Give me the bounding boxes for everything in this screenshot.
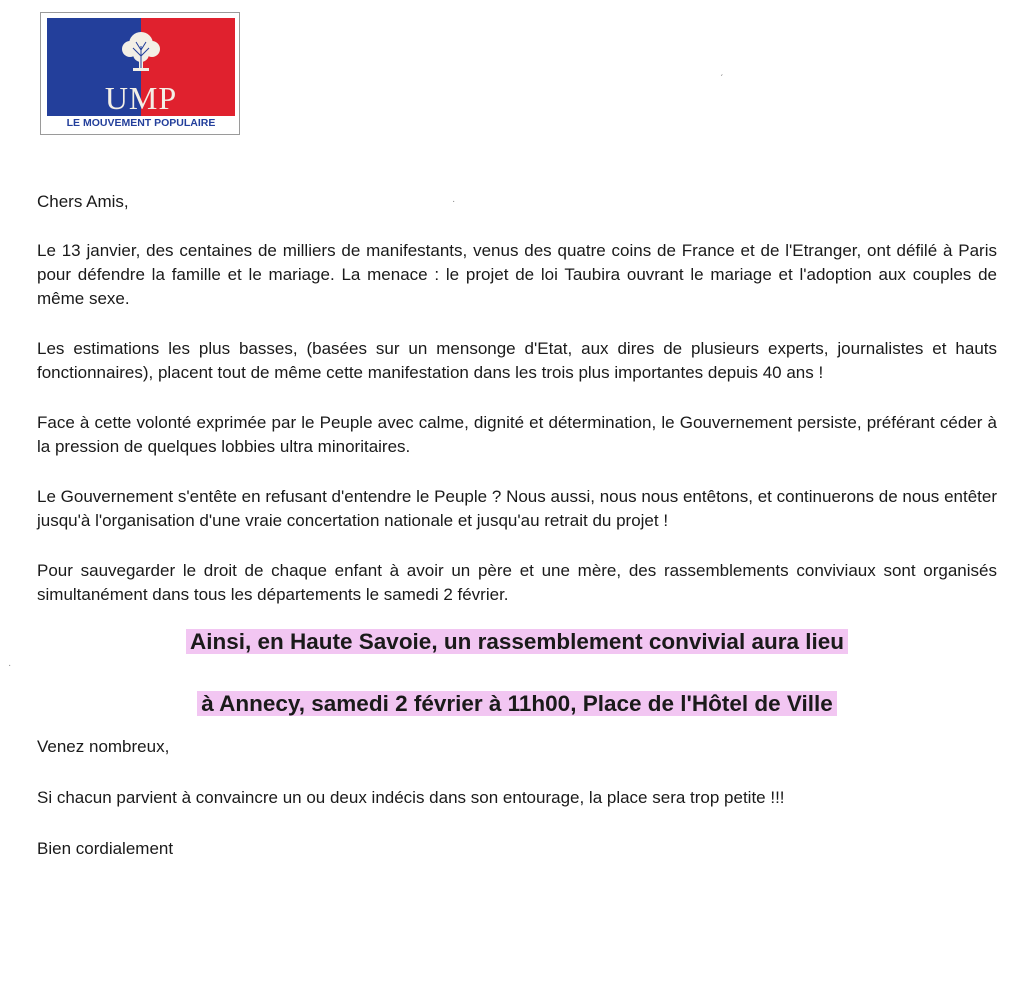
- event-announcement-text-1: Ainsi, en Haute Savoie, un rassemblement convivial aura lieu: [186, 629, 848, 654]
- sign-off: Bien cordialement: [37, 839, 174, 858]
- logo-tagline: LE MOUVEMENT POPULAIRE: [47, 116, 235, 131]
- logo-flag: [47, 18, 235, 126]
- salutation: Chers Amis,: [37, 192, 129, 211]
- event-announcement-line-1: [37, 625, 997, 659]
- closing-appeal: Si chacun parvient à convaincre un ou deux indécis dans son entourage, la place sera trop petite !!!: [37, 788, 785, 807]
- scan-speck: ˊ: [720, 74, 724, 85]
- logo-name: UMP: [104, 80, 178, 116]
- paragraph-entetement: Le Gouvernement s'entête en refusant d'entendre le Peuple ? Nous aussi, nous nous entêtons, et continuerons de nous entêter jusqu'à l'organisation d'une vraie concertation nationale et jusqu'au retrait du projet !: [37, 487, 997, 530]
- event-announcement-text-2: à Annecy, samedi 2 février à 11h00, Place de l'Hôtel de Ville: [197, 691, 837, 716]
- closing-invitation: Venez nombreux,: [37, 737, 170, 756]
- paragraph-estimations: Les estimations les plus basses, (basées sur un mensonge d'Etat, aux dires de plusieurs experts, journalistes et hauts fonctionnaires), placent tout de même cette manifestation dans les trois plus importantes depuis 40 ans !: [37, 339, 997, 382]
- scan-speck: ·: [452, 196, 456, 207]
- tree-icon: [119, 30, 163, 76]
- event-announcement-line-2: [37, 687, 997, 721]
- paragraph-gouvernement-persiste: Face à cette volonté exprimée par le Peuple avec calme, dignité et détermination, le Gouvernement persiste, préférant céder à la pression de quelques lobbies ultra minoritaires.: [37, 413, 997, 456]
- scan-speck: ·: [8, 660, 12, 671]
- paragraph-manifestation: Le 13 janvier, des centaines de milliers de manifestants, venus des quatre coins de France et de l'Etranger, ont défilé à Paris pour défendre la famille et le mariage. La menace : le projet de loi Taubira ouvrant le mariage et l'adoption aux couples de même sexe.: [37, 241, 997, 308]
- paragraph-rassemblements: Pour sauvegarder le droit de chaque enfant à avoir un père et une mère, des rassemblements conviviaux sont organisés simultanément dans tous les départements le samedi 2 février.: [37, 561, 997, 604]
- ump-logo: [40, 12, 240, 135]
- letter-body: [37, 190, 997, 861]
